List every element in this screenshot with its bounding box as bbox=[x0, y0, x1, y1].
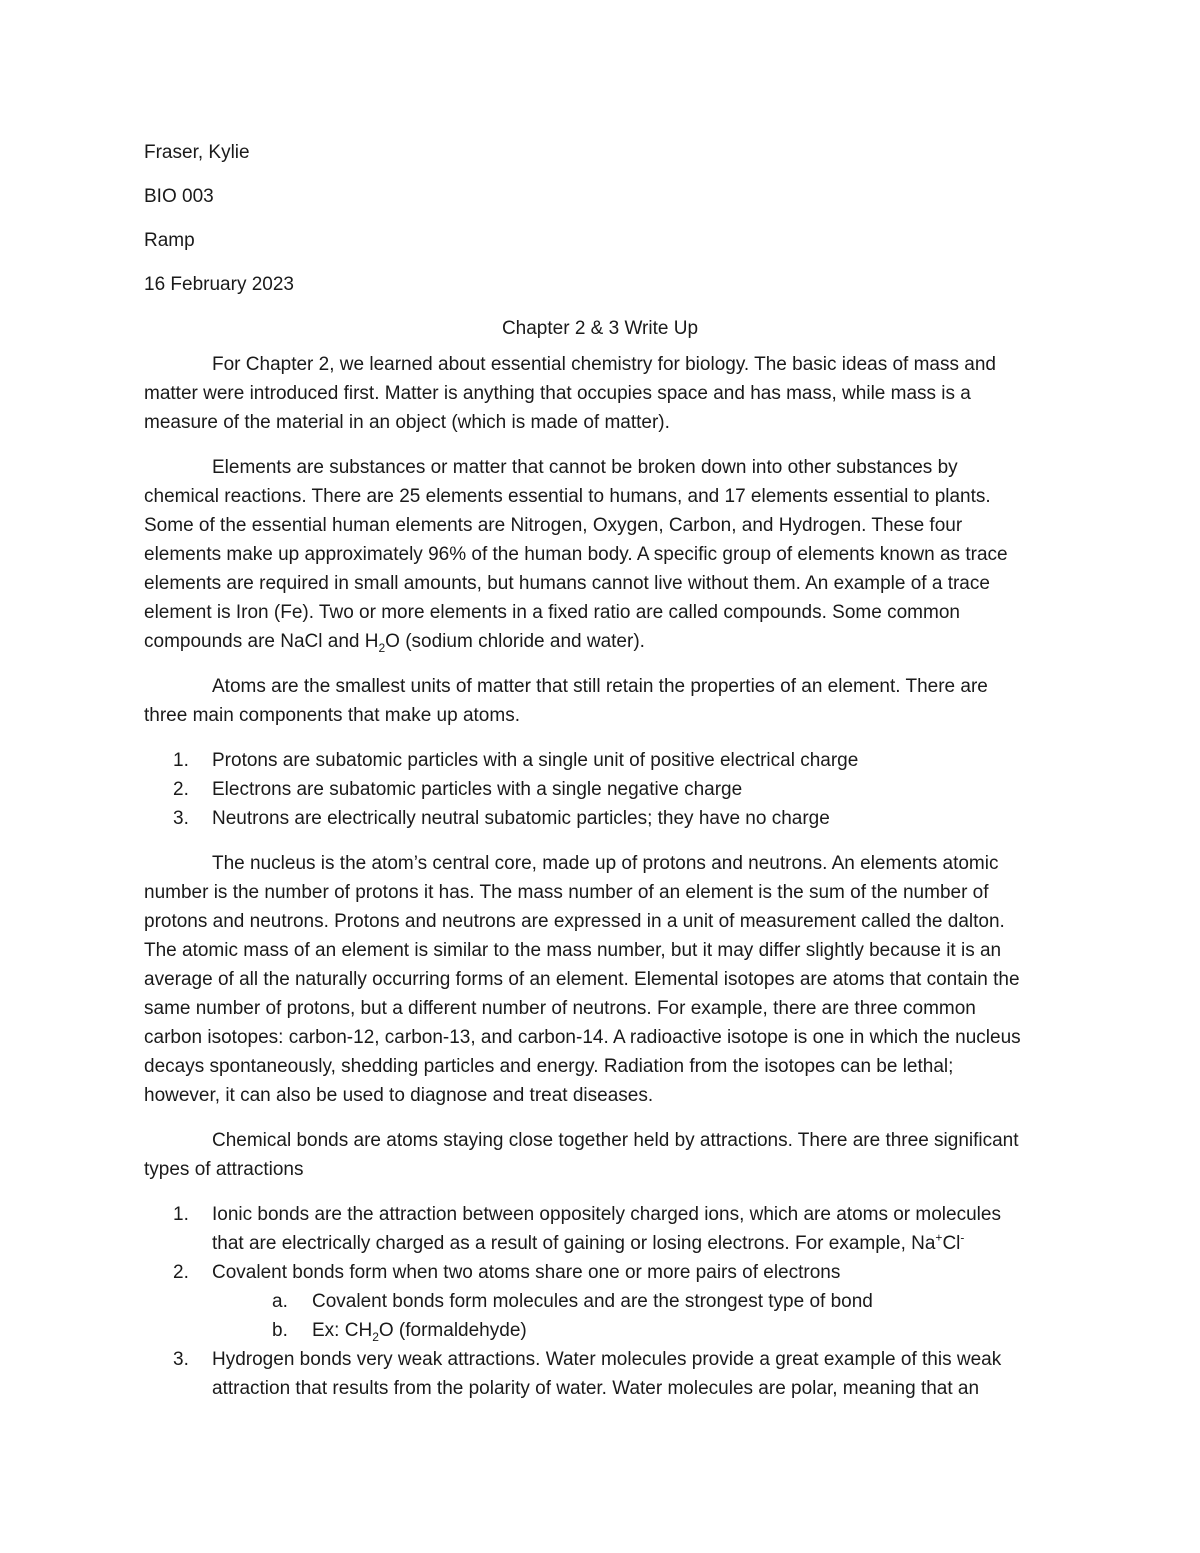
paragraph-line: three main components that make up atoms. bbox=[144, 705, 520, 726]
paragraph-line: elements make up approximately 96% of the human body. A specific group of elements known as trace bbox=[144, 544, 1008, 565]
paragraph-chapter-2-intro bbox=[144, 350, 1064, 437]
list-item bbox=[144, 1258, 1064, 1287]
paragraph-line: measure of the material in an object (which is made of matter). bbox=[144, 412, 670, 433]
paragraph-line: protons and neutrons. Protons and neutrons are expressed in a unit of measurement called the dalton. bbox=[144, 911, 1005, 932]
paragraph-line: decays spontaneously, shedding particles and energy. Radiation from the isotopes can be lethal; bbox=[144, 1056, 954, 1077]
superscript: + bbox=[935, 1230, 943, 1245]
paragraph-atoms bbox=[144, 672, 1064, 730]
list-item bbox=[144, 746, 1064, 775]
paragraph-line: Atoms are the smallest units of matter that still retain the properties of an element. There are bbox=[212, 676, 988, 697]
list-text: Electrons are subatomic particles with a single negative charge bbox=[212, 779, 743, 800]
paragraph-line: same number of protons, but a different number of neutrons. For example, there are three common bbox=[144, 998, 976, 1019]
paragraph-line: elements are required in small amounts, but humans cannot live without them. An example of a trace bbox=[144, 573, 990, 594]
list-number: 2. bbox=[173, 779, 189, 800]
paragraph-line: Elements are substances or matter that cannot be broken down into other substances by bbox=[212, 457, 958, 478]
author-name: Fraser, Kylie bbox=[144, 142, 250, 163]
list-item bbox=[144, 1200, 1064, 1229]
paragraph-line: The nucleus is the atom’s central core, made up of protons and neutrons. An elements atomic bbox=[212, 853, 999, 874]
subscript: 2 bbox=[372, 1329, 379, 1344]
paragraph-line: element is Iron (Fe). Two or more elements in a fixed ratio are called compounds. Some common bbox=[144, 602, 960, 623]
list-number: 3. bbox=[173, 808, 189, 829]
list-number: 3. bbox=[173, 1349, 189, 1370]
list-item-continuation: attraction that results from the polarity of water. Water molecules are polar, meaning that an bbox=[212, 1378, 980, 1399]
paragraph-line: matter were introduced first. Matter is anything that occupies space and has mass, while mass is a bbox=[144, 383, 971, 404]
list-text: Ionic bonds are the attraction between oppositely charged ions, which are atoms or molecules bbox=[212, 1204, 1001, 1225]
paragraph-line: chemical reactions. There are 25 elements essential to humans, and 17 elements essential to plants. bbox=[144, 486, 991, 507]
list-item-continuation bbox=[144, 1229, 1064, 1258]
paragraph-line: average of all the naturally occurring forms of an element. Elemental isotopes are atoms that contain the bbox=[144, 969, 1020, 990]
list-item bbox=[144, 1345, 1064, 1374]
list-number: 2. bbox=[173, 1262, 189, 1283]
paragraph-elements bbox=[144, 453, 1064, 656]
list-text: Neutrons are electrically neutral subatomic particles; they have no charge bbox=[212, 808, 830, 829]
text-run: Cl bbox=[942, 1233, 961, 1254]
list-number: 1. bbox=[173, 750, 189, 771]
bond-types-list bbox=[144, 1200, 1064, 1403]
document-title: Chapter 2 & 3 Write Up bbox=[501, 318, 699, 339]
paragraph-line: types of attractions bbox=[144, 1159, 304, 1180]
list-letter: b. bbox=[272, 1320, 288, 1341]
sub-list-item bbox=[144, 1316, 1064, 1345]
paragraph-chemical-bonds bbox=[144, 1126, 1064, 1184]
list-number: 1. bbox=[173, 1204, 189, 1225]
list-item bbox=[144, 804, 1064, 833]
paragraph-line: however, it can also be used to diagnose and treat diseases. bbox=[144, 1085, 654, 1106]
course-code: BIO 003 bbox=[144, 186, 214, 207]
document-page bbox=[144, 138, 1064, 1419]
list-text: Covalent bonds form molecules and are the strongest type of bond bbox=[312, 1291, 873, 1312]
list-text: Covalent bonds form when two atoms share one or more pairs of electrons bbox=[212, 1262, 841, 1283]
paragraph-line: Some of the essential human elements are Nitrogen, Oxygen, Carbon, and Hydrogen. These four bbox=[144, 515, 963, 536]
text-run: O (sodium chloride and water). bbox=[385, 631, 645, 652]
text-run: O (formaldehyde) bbox=[378, 1320, 527, 1341]
subscript: 2 bbox=[378, 640, 386, 655]
paragraph-line bbox=[144, 627, 1064, 656]
paragraph-line: number is the number of protons it has. The mass number of an element is the sum of the number of bbox=[144, 882, 989, 903]
list-text: Hydrogen bonds very weak attractions. Water molecules provide a great example of this weak bbox=[212, 1349, 1002, 1370]
list-item bbox=[144, 775, 1064, 804]
atom-components-list bbox=[144, 746, 1064, 833]
sub-list-item bbox=[144, 1287, 1064, 1316]
text-run: compounds are NaCl and H bbox=[144, 631, 379, 652]
list-text: Protons are subatomic particles with a single unit of positive electrical charge bbox=[212, 750, 859, 771]
text-run: Ex: CH bbox=[312, 1320, 373, 1341]
list-letter: a. bbox=[272, 1291, 288, 1312]
text-run: that are electrically charged as a result of gaining or losing electrons. For example, Na bbox=[212, 1233, 936, 1254]
superscript: - bbox=[960, 1230, 965, 1245]
paragraph-line: For Chapter 2, we learned about essential chemistry for biology. The basic ideas of mass and bbox=[212, 354, 996, 375]
instructor-name: Ramp bbox=[144, 230, 195, 251]
paragraph-line: Chemical bonds are atoms staying close together held by attractions. There are three significant bbox=[212, 1130, 1019, 1151]
document-date: 16 February 2023 bbox=[144, 274, 294, 295]
paragraph-line: The atomic mass of an element is similar to the mass number, but it may differ slightly because it is an bbox=[144, 940, 1002, 961]
paragraph-line: carbon isotopes: carbon-12, carbon-13, and carbon-14. A radioactive isotope is one in which the nucleus bbox=[144, 1027, 1021, 1048]
paragraph-nucleus bbox=[144, 849, 1064, 1110]
